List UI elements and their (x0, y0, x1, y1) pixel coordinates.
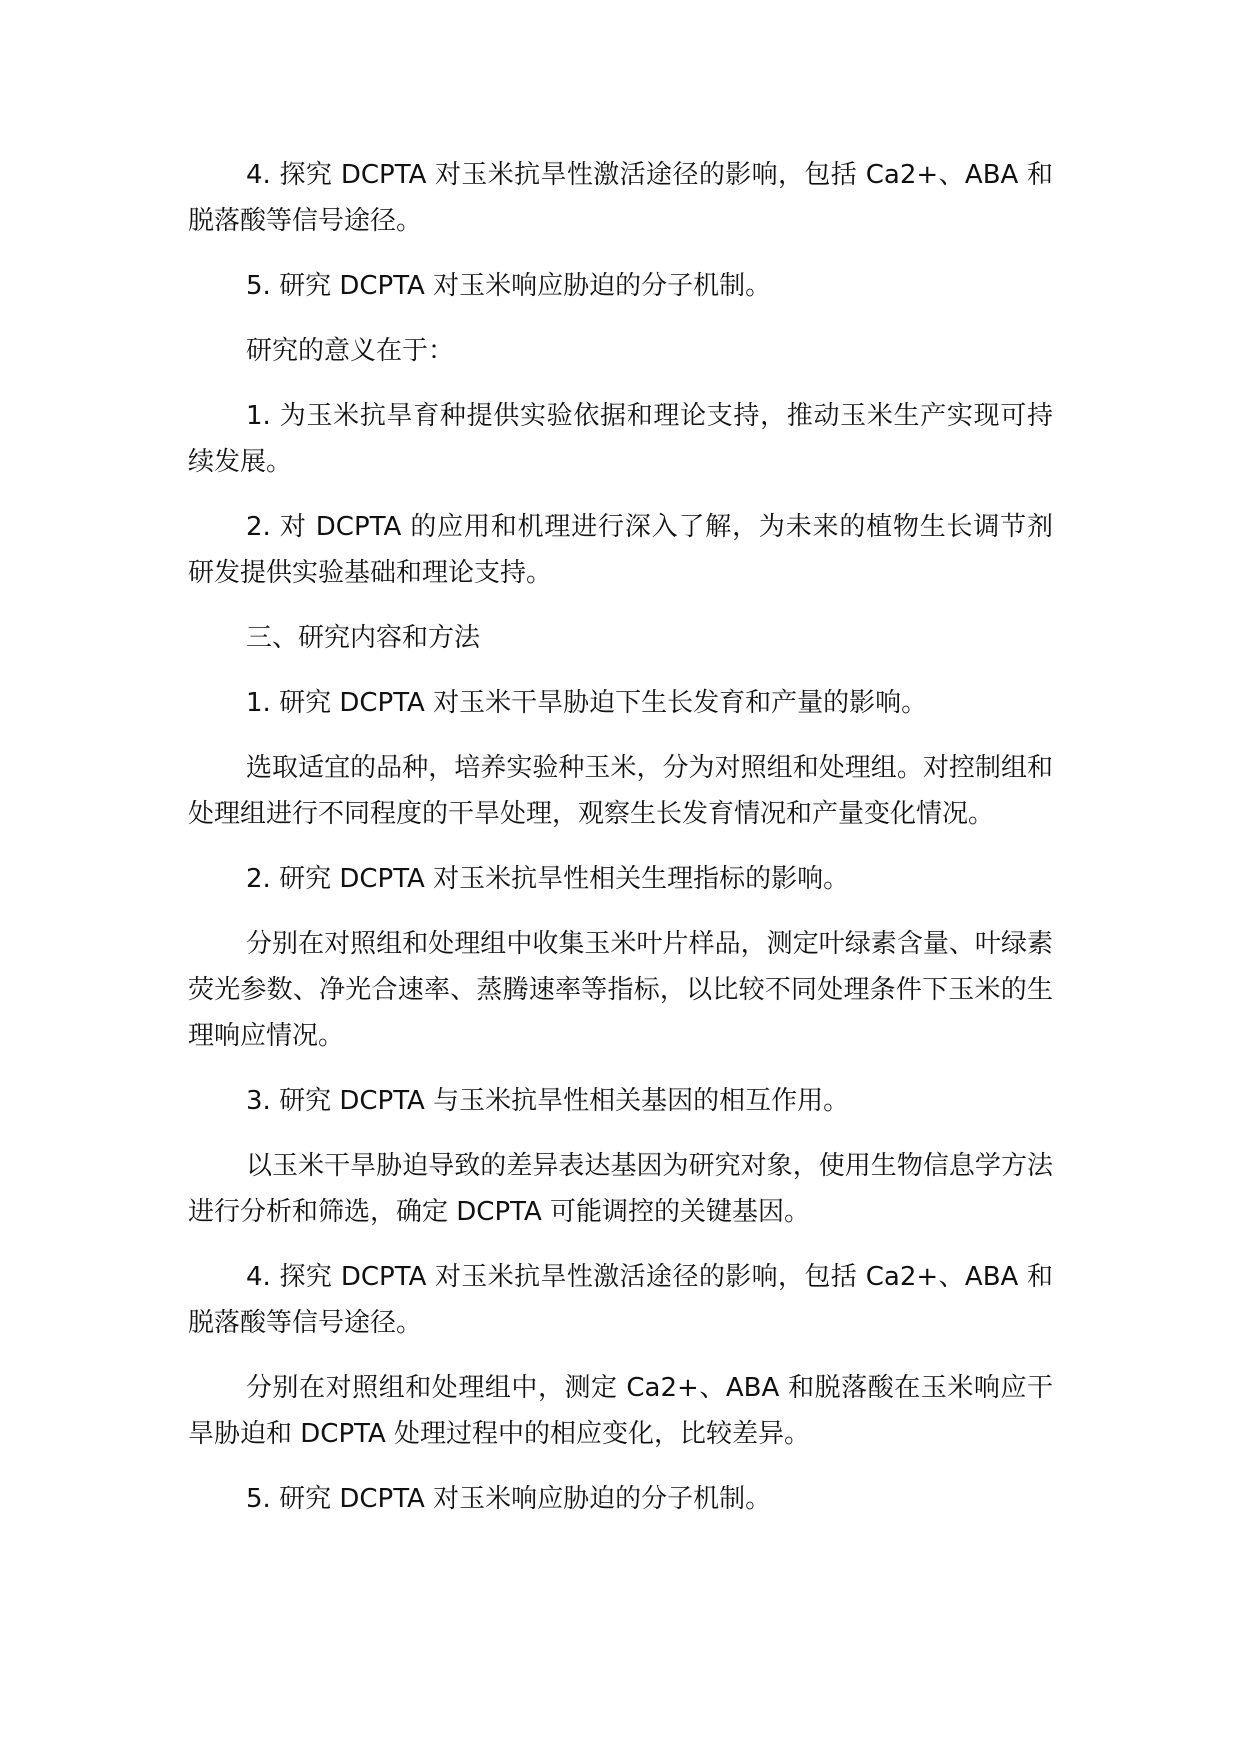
section-heading: 三、研究内容和方法 (246, 623, 481, 653)
method-heading-3: 3. 研究 DCPTA 与玉米抗旱性相关基因的相互作用。 (246, 1086, 850, 1116)
method-heading-4: 4. 探究 DCPTA 对玉米抗旱性激活途径的影响，包括 Ca2+、ABA 和脱落酸等信号途径。 (188, 1262, 1053, 1338)
method-heading-2: 2. 研究 DCPTA 对玉米抗旱性相关生理指标的影响。 (246, 864, 850, 894)
method-body-2: 分别在对照组和处理组中收集玉米叶片样品，测定叶绿素含量、叶绿素荧光参数、净光合速率、蒸腾速率等指标，以比较不同处理条件下玉米的生理响应情况。 (188, 929, 1053, 1051)
method-heading-5: 5. 研究 DCPTA 对玉米响应胁迫的分子机制。 (246, 1484, 772, 1514)
significance-item-1: 1. 为玉米抗旱育种提供实验依据和理论支持，推动玉米生产实现可持续发展。 (188, 401, 1053, 477)
method-body-3: 以玉米干旱胁迫导致的差异表达基因为研究对象，使用生物信息学方法进行分析和筛选，确定 DCPTA 可能调控的关键基因。 (188, 1151, 1053, 1227)
method-body-4: 分别在对照组和处理组中，测定 Ca2+、ABA 和脱落酸在玉米响应干旱胁迫和 DCPTA 处理过程中的相应变化，比较差异。 (188, 1373, 1053, 1449)
method-heading-1: 1. 研究 DCPTA 对玉米干旱胁迫下生长发育和产量的影响。 (246, 688, 928, 718)
significance-item-2: 2. 对 DCPTA 的应用和机理进行深入了解，为未来的植物生长调节剂研发提供实验基础和理论支持。 (188, 512, 1053, 588)
significance-intro: 研究的意义在于： (246, 336, 455, 366)
list-item-molecular-mechanism: 5. 研究 DCPTA 对玉米响应胁迫的分子机制。 (246, 271, 772, 301)
document-body (188, 152, 1053, 1541)
method-body-1: 选取适宜的品种，培养实验种玉米，分为对照组和处理组。对控制组和处理组进行不同程度的干旱处理，观察生长发育情况和产量变化情况。 (188, 753, 1053, 829)
list-item-activation-pathway: 4. 探究 DCPTA 对玉米抗旱性激活途径的影响，包括 Ca2+、ABA 和脱落酸等信号途径。 (188, 160, 1053, 236)
